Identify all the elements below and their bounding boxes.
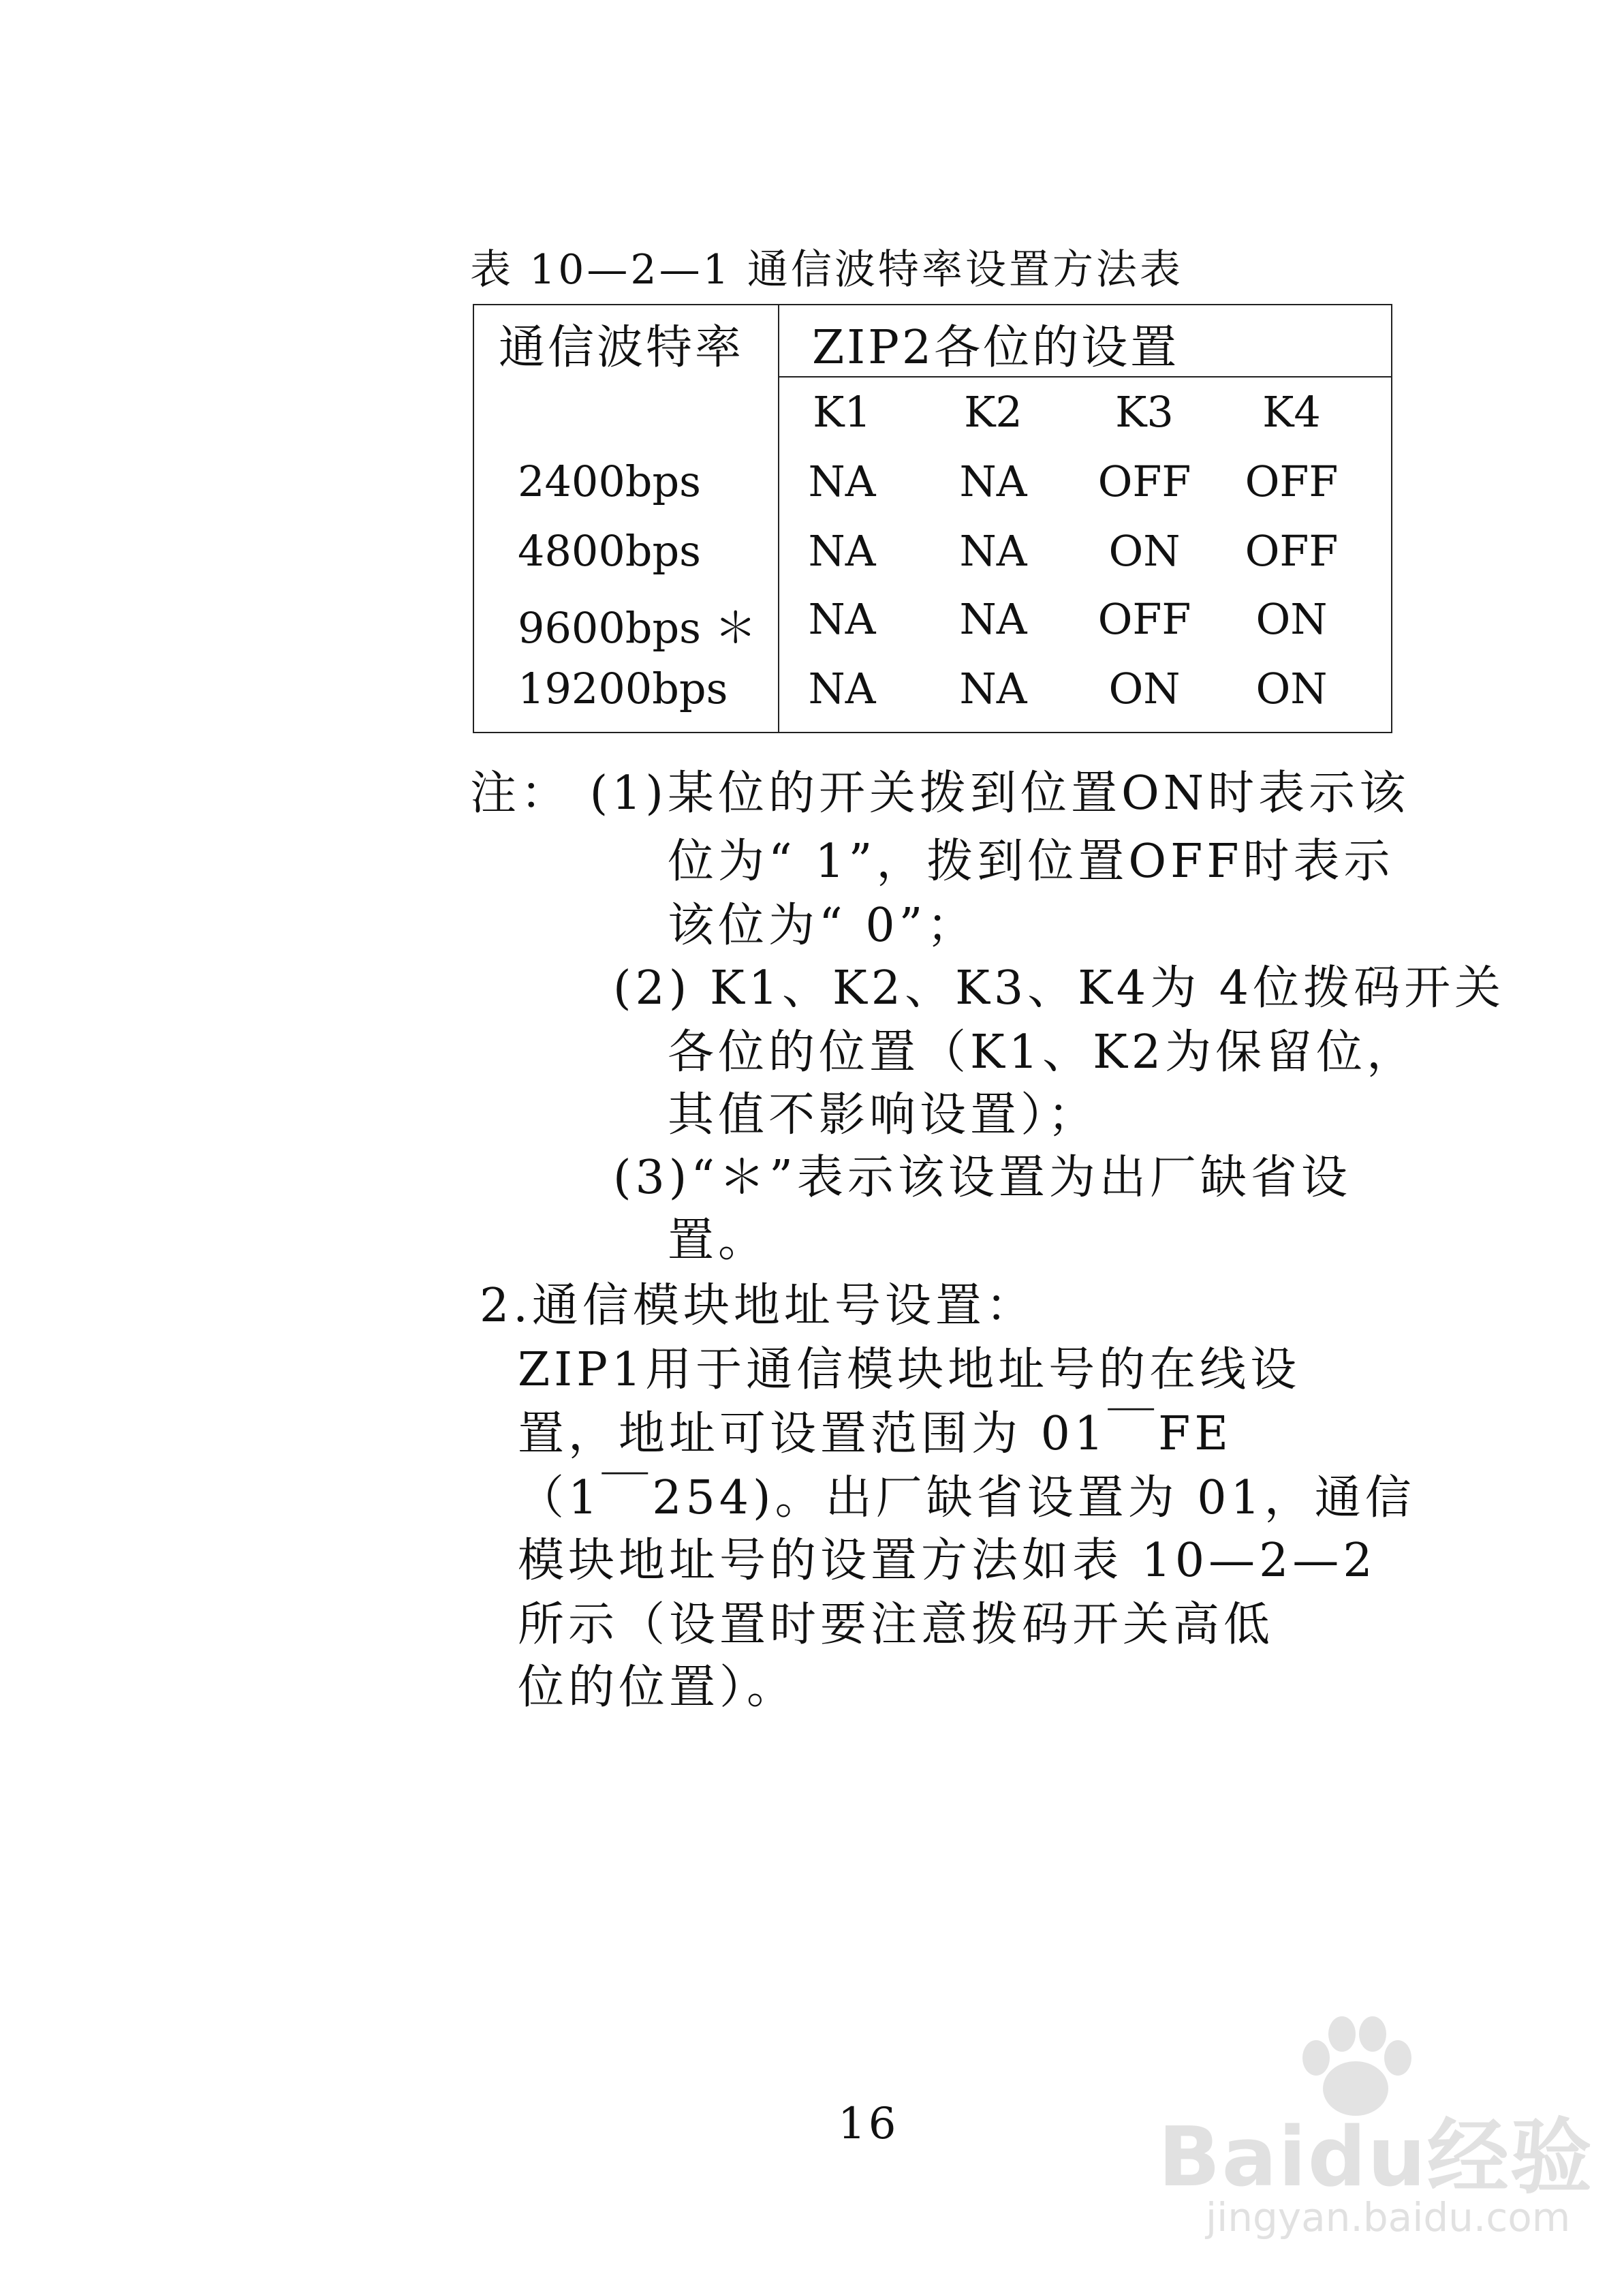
note-line-4: (2) K1、K2、K3、K4为 4位拨码开关 bbox=[613, 961, 1505, 1015]
row-1-k2: NA bbox=[959, 457, 1027, 506]
section-line-5: 所示（设置时要注意拨码开关高低 bbox=[518, 1598, 1275, 1652]
col-header-zip2-settings: ZIP2各位的设置 bbox=[812, 321, 1180, 375]
row-1-rate: 2400bps bbox=[518, 457, 701, 506]
row-3-k2: NA bbox=[959, 594, 1027, 644]
watermark-url: jingyan.baidu.com bbox=[1206, 2194, 1571, 2240]
note-line-2: 位为“ 1”，拨到位置OFF时表示 bbox=[668, 835, 1394, 889]
note-line-6: 其值不影响设置）； bbox=[668, 1088, 1099, 1142]
section-heading: 2.通信模块地址号设置： bbox=[480, 1279, 1036, 1333]
row-2-k2: NA bbox=[959, 526, 1027, 576]
col-header-baud-rate: 通信波特率 bbox=[499, 321, 745, 375]
row-1-k4: OFF bbox=[1245, 457, 1339, 506]
section-line-3: （1￣254)。出厂缺省设置为 01，通信 bbox=[518, 1471, 1416, 1525]
sub-header-k4: K4 bbox=[1262, 387, 1321, 437]
row-3-rate: 9600bps ＊ bbox=[518, 603, 757, 653]
section-line-6: 位的位置）。 bbox=[518, 1661, 798, 1714]
row-3-k4: ON bbox=[1255, 594, 1328, 644]
row-1-k3: OFF bbox=[1097, 457, 1191, 506]
row-4-k2: NA bbox=[959, 664, 1027, 713]
row-2-k1: NA bbox=[808, 526, 876, 576]
row-2-k3: ON bbox=[1108, 526, 1181, 576]
row-4-k1: NA bbox=[808, 664, 876, 713]
sub-header-k2: K2 bbox=[964, 387, 1022, 437]
section-line-1: ZIP1用于通信模块地址号的在线设 bbox=[518, 1343, 1301, 1397]
section-line-2: 置，地址可设置范围为 01￣FE bbox=[518, 1407, 1232, 1461]
note-line-7: (3)“＊”表示该设置为出厂缺省设 bbox=[613, 1151, 1352, 1205]
note-line-3: 该位为“ 0”； bbox=[668, 899, 978, 953]
table-caption: 表 10—2—1 通信波特率设置方法表 bbox=[470, 246, 1183, 294]
row-3-k1: NA bbox=[808, 594, 876, 644]
sub-header-k1: K1 bbox=[813, 387, 871, 437]
page-number: 16 bbox=[838, 2099, 899, 2149]
row-4-k4: ON bbox=[1255, 664, 1328, 713]
table-column-divider bbox=[778, 305, 779, 732]
baud-rate-table bbox=[473, 304, 1392, 733]
row-1-k1: NA bbox=[808, 457, 876, 506]
row-2-rate: 4800bps bbox=[518, 526, 701, 576]
sub-header-k3: K3 bbox=[1115, 387, 1174, 437]
row-4-k3: ON bbox=[1108, 664, 1181, 713]
row-2-k4: OFF bbox=[1245, 526, 1339, 576]
row-3-k3: OFF bbox=[1097, 594, 1191, 644]
note-line-8: 置。 bbox=[668, 1214, 769, 1267]
row-4-rate: 19200bps bbox=[518, 664, 728, 713]
watermark-brand: Baidu经验 bbox=[1158, 2110, 1593, 2205]
section-line-4: 模块地址号的设置方法如表 10—2—2 bbox=[518, 1534, 1377, 1588]
note-line-1: 注： (1)某位的开关拨到位置ON时表示该 bbox=[470, 767, 1410, 820]
note-line-5: 各位的位置（K1、K2为保留位， bbox=[668, 1026, 1418, 1079]
